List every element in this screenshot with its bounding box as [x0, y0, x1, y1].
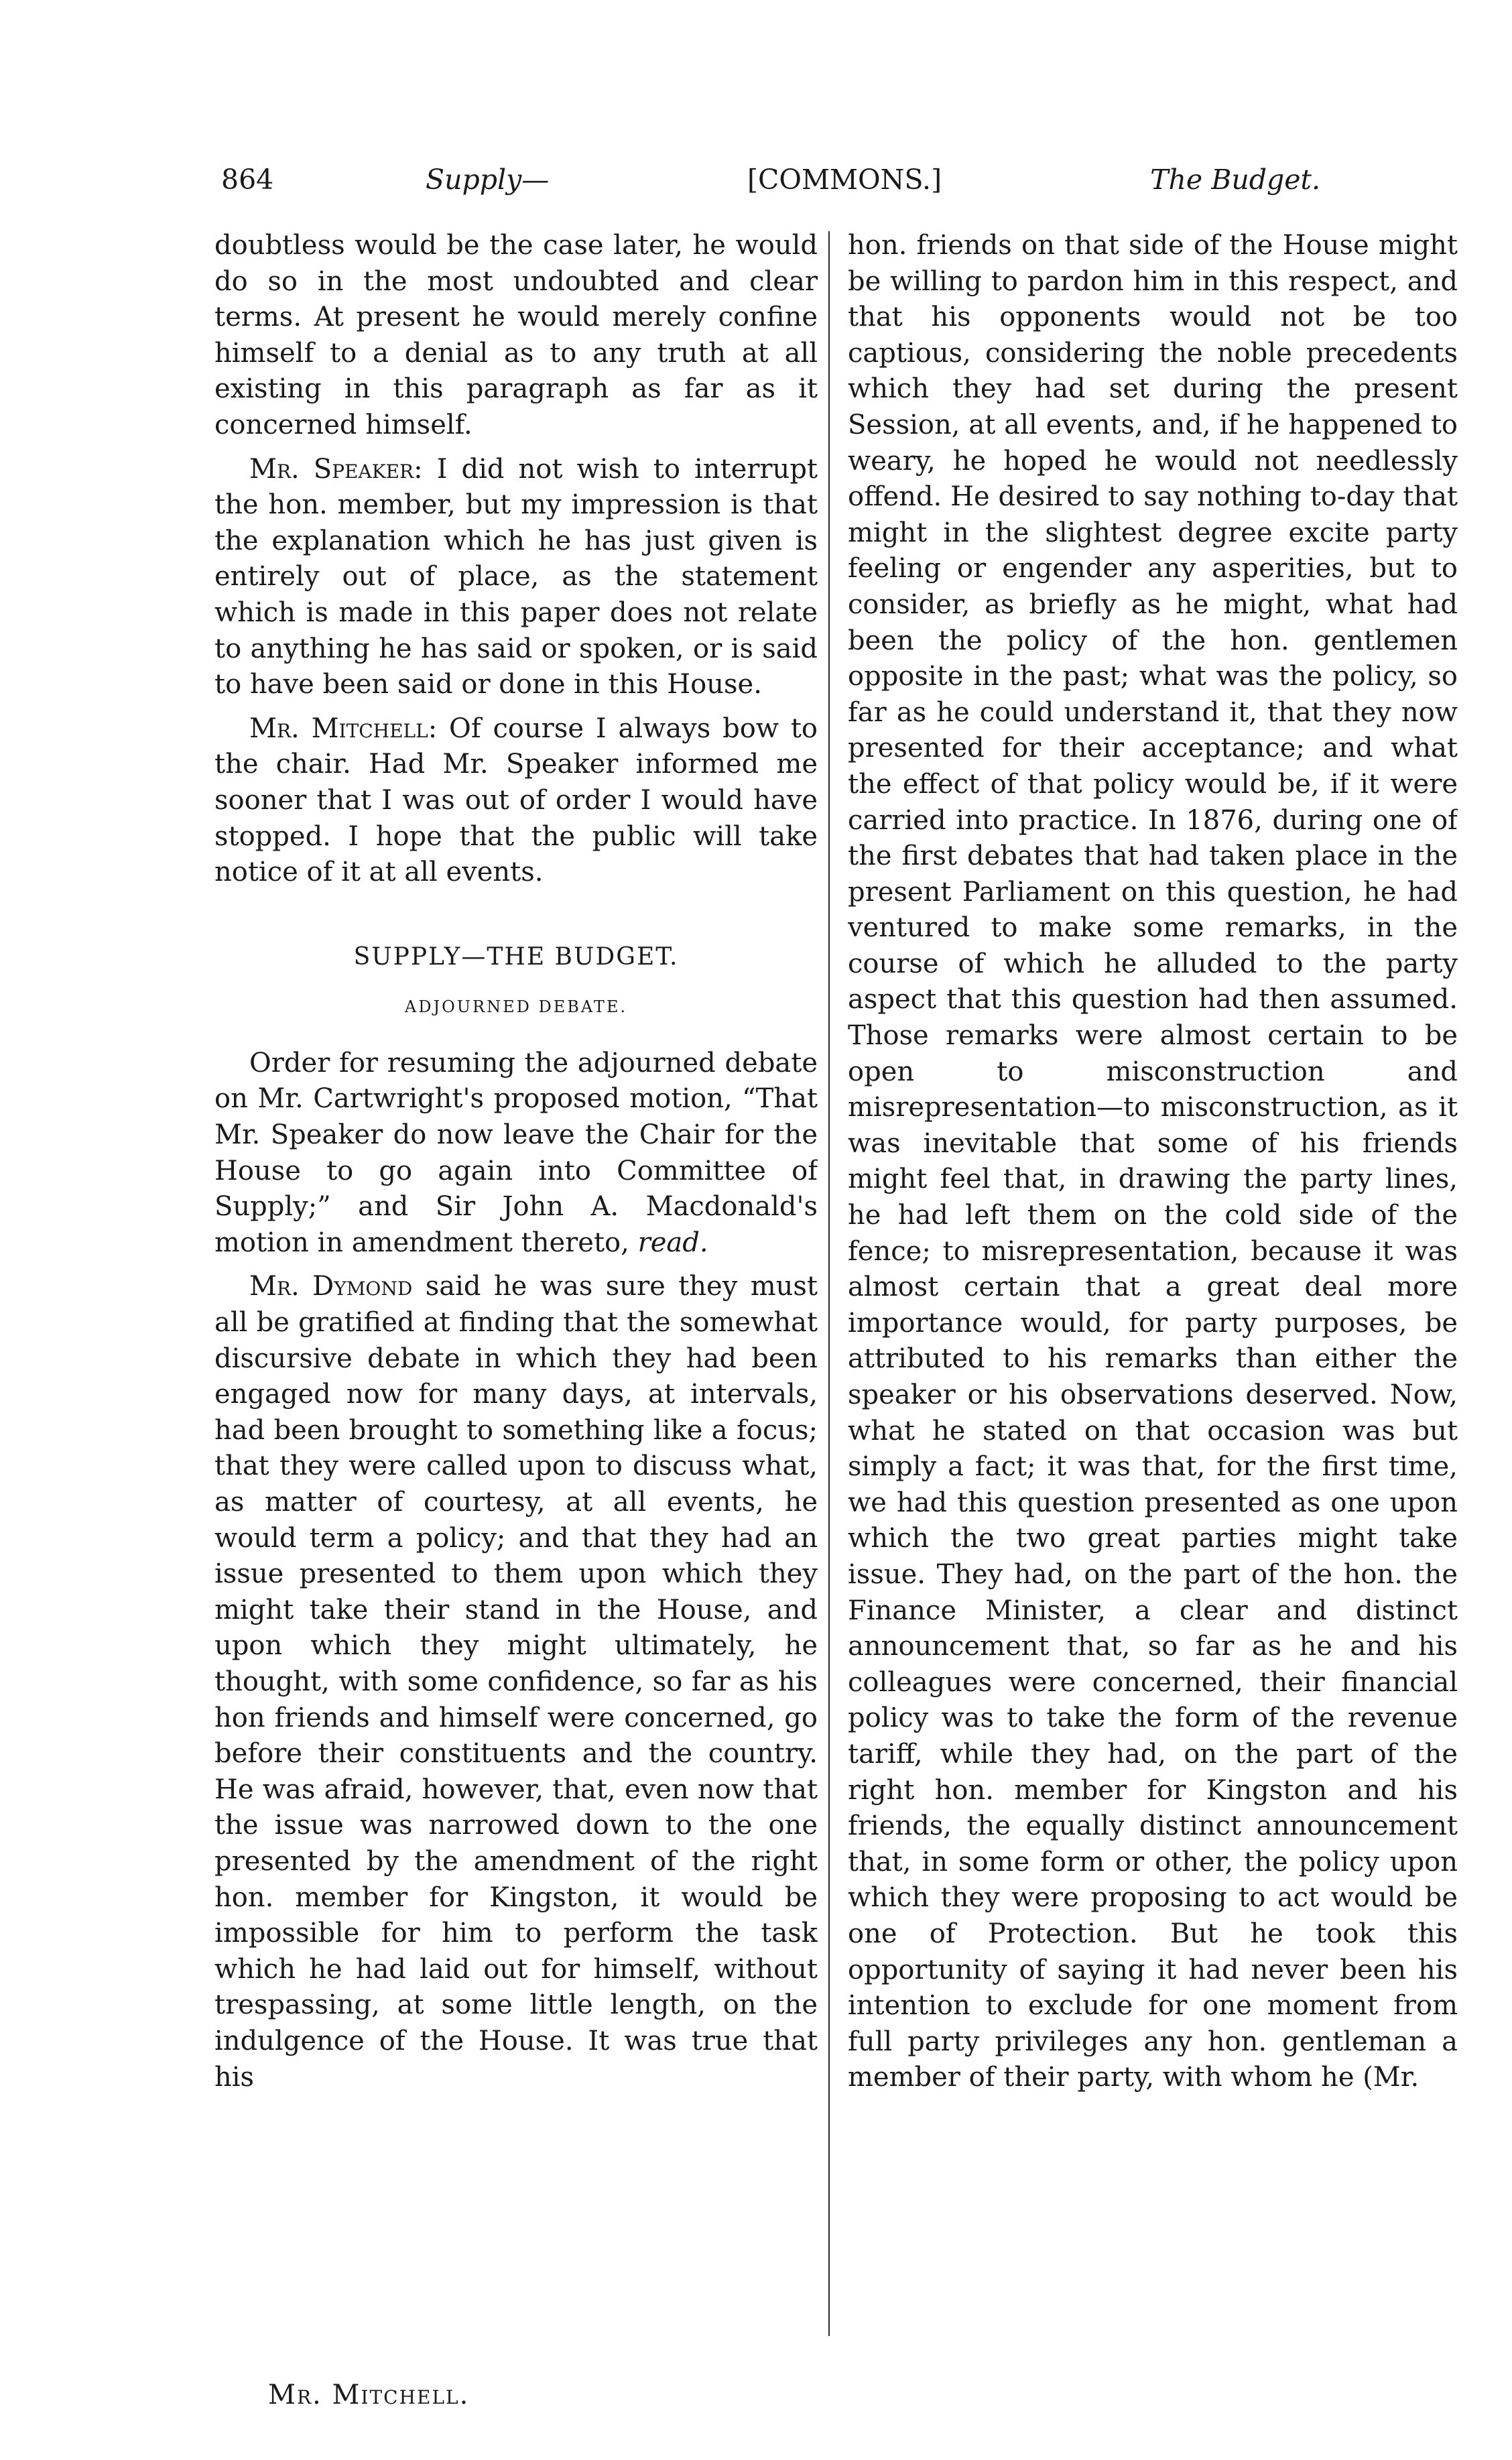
- header-right-title: The Budget.: [1150, 164, 1320, 196]
- page-number: 864: [221, 164, 274, 196]
- column-divider: [828, 231, 830, 2336]
- paragraph-dymond-continued: hon. friends on that side of the House might be willing to pardon him in this respect, and that his opponents would not be too captious, considering the noble precedents which they had set during the present Session, at all events, and, if he happened to weary, he hoped he would not needlessly offend. He desired to say nothing to-day that might in the slightest degree excite party feeling or engender any asperities, but to consider, as briefly as he might, what had been the policy of the hon. gentlemen opposite in the past; what was the policy, so far as he could understand it, that they now presented for their acceptance; and what the effect of that policy would be, if it were carried into practice. In 1876, during one of the first debates that had taken place in the present Parliament on this question, he had ventured to make some remarks, in the course of which he alluded to the party aspect that this question had then assumed. Those remarks were almost certain to be open to misconstruction and misrepresentation—to misconstruction, as it was inevitable that some of his friends might feel that, in drawing the party lines, he had left them on the cold side of the fence; to misrepresentation, because it was almost certain that a great deal more importance would, for party purposes, be attributed to his remarks than either the speaker or his observations deserved. Now, what he stated on that occasion was but simply a fact; it was that, for the first time, we had this question presented as one upon which the two great parties might take issue. They had, on the part of the hon. the Finance Minister, a clear and distinct announcement that, so far as he and his colleagues were concerned, their financial policy was to take the form of the revenue tariff, while they had, on the part of the right hon. member for Kingston and his friends, the equally distinct announcement that, in some form or other, the policy upon which they were proposing to act would be one of Protection. But he took this opportunity of saying it had never been his intention to exclude for one moment from full party privileges any hon. gentleman a member of their party, with whom he (Mr.: [848, 230, 1458, 2093]
- section-subtitle: ADJOURNED DEBATE.: [404, 997, 628, 1017]
- paragraph-order: [214, 1046, 818, 1262]
- order-text: Order for resuming the adjourned debate on Mr. Cartwright's proposed motion, “That Mr. Speaker do now leave the Chair for the House to go again into Committee of Supply;” and Sir John A. Macdonald's motion in amendment thereto,: [214, 1047, 818, 1258]
- left-column: [214, 228, 818, 2346]
- paragraph-dymond-speech: [214, 1269, 818, 2095]
- running-header: [221, 160, 1320, 200]
- speaker-name: Mr. Speaker:: [249, 453, 423, 485]
- paragraph-continuation: doubtless would be the case later, he would do so in the most undoubted and clear terms. At present he would merely confine himself to a denial as to any truth at all existing in this paragraph as far as it concerned himself.: [214, 230, 818, 440]
- speech-text: Of course I always bow to the chair. Had Mr. Speaker informed me sooner that I was out of order I would have stopped. I hope that the public will take notice of it at all events.: [214, 713, 818, 888]
- paragraph-mitchell-remark: [214, 711, 818, 891]
- speaker-name: Mr. Dymond: [249, 1271, 413, 1302]
- header-left-title: Supply—: [426, 164, 550, 196]
- speech-text: said he was sure they must all be gratified at finding that the somewhat discursive debate in which they had been engaged now for many days, at intervals, had been brought to something like a focus; that they were called upon to discuss what, as matter of courtesy, at all events, he would term a policy; and that they had an issue presented to them upon which they might take their stand in the House, and upon which they might ultimately, he thought, with some confidence, so far as his hon friends and himself were concerned, go before their constituents and the country. He was afraid, however, that, even now that the issue was narrowed down to the one presented by the amendment of the right hon. member for Kingston, it would be impossible for him to perform the task which he had laid out for himself, without trespassing, at some little length, on the indulgence of the House. It was true that his: [214, 1271, 818, 2093]
- catchword-footer: Mr. Mitchell.: [268, 2380, 470, 2410]
- speech-text: I did not wish to interrupt the hon. member, but my impression is that the explanation which he has just given is entirely out of place, as the statement which is made in this paper does not relate to anything he has said or spoken, or is said to have been said or done in this House.: [214, 453, 818, 700]
- header-center-title: [COMMONS.]: [747, 164, 942, 196]
- order-emphasis: read.: [637, 1227, 708, 1258]
- speaker-name: Mr. Mitchell:: [249, 713, 438, 744]
- section-title: SUPPLY—THE BUDGET.: [353, 942, 679, 971]
- right-column: [848, 228, 1458, 2346]
- paragraph-speaker-remark: [214, 452, 818, 703]
